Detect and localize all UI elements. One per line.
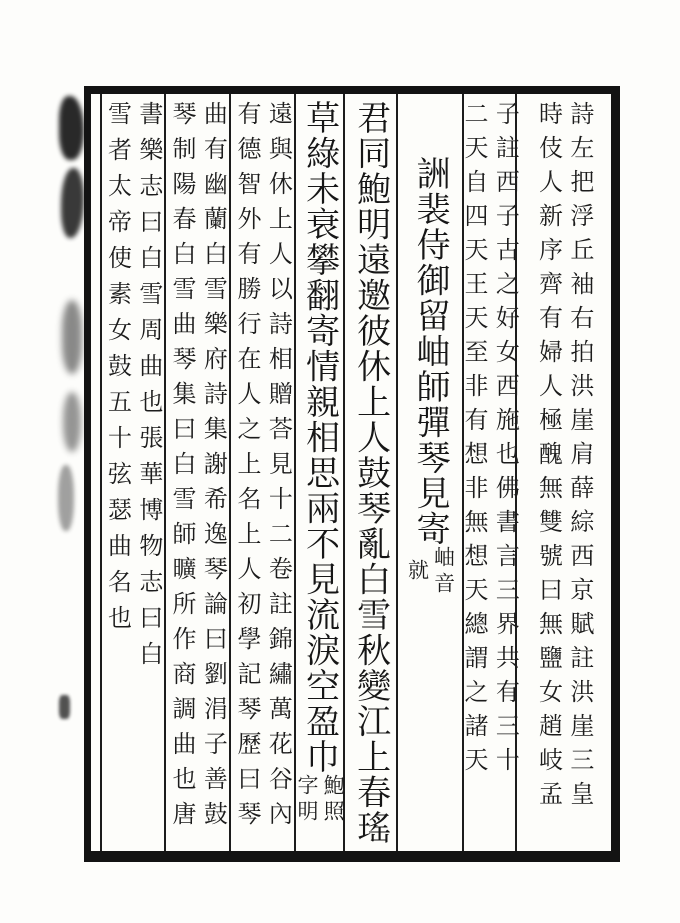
page-edge-smudge xyxy=(59,96,84,160)
annotation-line: 詩左把浮丘袖右拍洪崖肩薛綜西京賦註洪崖三皇 xyxy=(565,101,594,815)
note-line: 岫音 xyxy=(431,546,456,598)
annotation-column-2 xyxy=(460,94,520,851)
page-edge-smudge xyxy=(62,300,82,374)
annotation-line: 雪者太帝使素女鼓五十弦瑟曲名也 xyxy=(103,101,132,641)
verse-text: 草綠未衰攀翻寄情親相思兩不見流淚空盈巾 xyxy=(299,100,340,775)
note-line: 就 xyxy=(405,559,430,585)
annotation-line: 二天自四天王天至非有想非無想天總謂之諸天 xyxy=(460,101,488,781)
page-edge-smudge xyxy=(61,168,84,238)
note-line: 鮑照 xyxy=(321,774,346,826)
poem-title: 詶裴侍御留岫師彈琴見寄 xyxy=(410,156,451,547)
page-frame xyxy=(84,86,620,862)
verse-column-1 xyxy=(343,94,396,851)
annotation-column-1 xyxy=(515,94,611,851)
page-edge-smudge xyxy=(59,695,70,719)
annotation-line: 遠與休上人以詩相贈荅見十二卷註錦繡萬花谷內 xyxy=(264,101,293,836)
verse-text: 君同鮑明遠邀彼休上人鼓琴亂白雪秋變江上春瑤 xyxy=(350,100,391,846)
annotation-column-4 xyxy=(164,94,229,851)
text-columns xyxy=(91,94,611,851)
annotation-line: 書樂志曰白雪周曲也張華博物志曰白 xyxy=(134,101,163,677)
annotation-line: 琴制陽春白雪曲琴集曰白雪師曠所作商調曲也唐 xyxy=(168,101,196,836)
annotation-line: 曲有幽蘭白雪樂府詩集謝希逸琴論曰劉涓子善鼓 xyxy=(199,101,228,836)
commentator-note xyxy=(295,774,346,826)
note-line: 字明 xyxy=(295,774,319,826)
annotation-column-3 xyxy=(229,94,294,851)
verse-column-2 xyxy=(294,94,346,851)
pronunciation-note xyxy=(398,546,462,598)
annotation-column-5 xyxy=(100,94,164,851)
poem-title-column xyxy=(396,94,462,851)
page-edge-smudge xyxy=(63,392,81,452)
annotation-line: 有德智外有勝行在人之上名上人初學記琴歷曰琴 xyxy=(233,101,261,836)
annotation-line: 子註西子古之好女西施也佛書言三界共有三十 xyxy=(491,101,520,781)
page-edge-smudge xyxy=(58,465,74,531)
annotation-line: 時伎人新序齊有婦人極醜無雙號曰無鹽女趙岐孟 xyxy=(534,101,563,815)
